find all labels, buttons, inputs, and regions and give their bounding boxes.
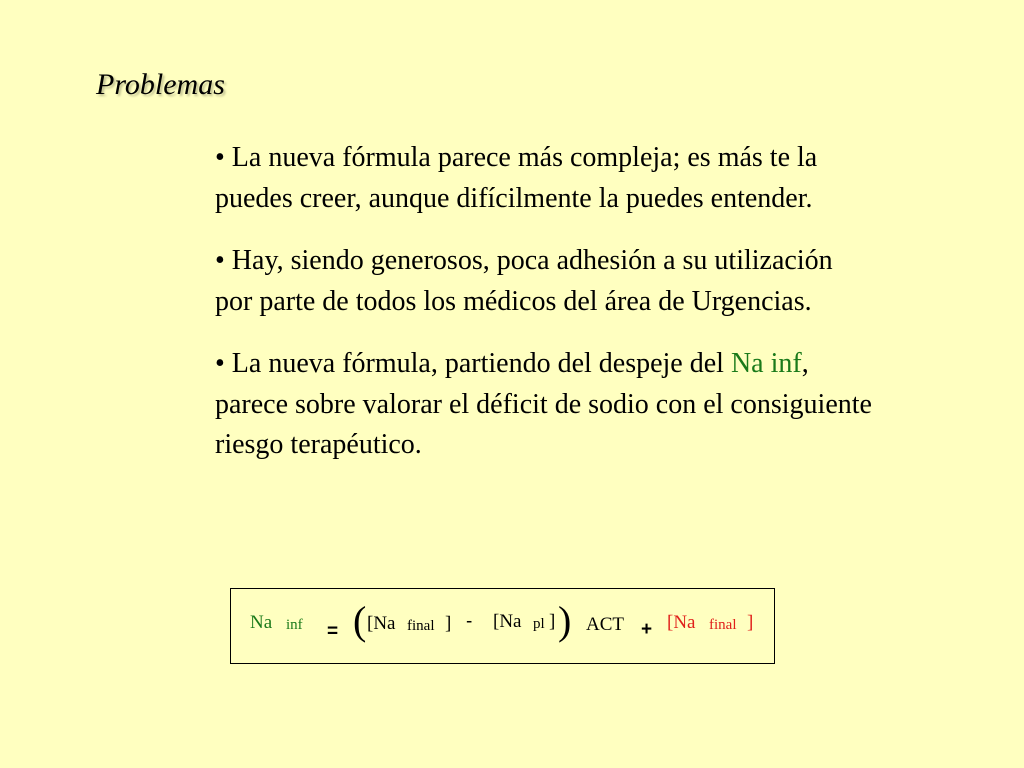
bullet-item-3 (215, 344, 875, 466)
formula-term3-open: [Na (667, 612, 696, 633)
formula-term3-sub: final (709, 617, 737, 633)
formula-term2-open: [Na (493, 611, 522, 632)
formula-term3-close: ] (747, 612, 754, 633)
slide-title: Problemas (96, 68, 225, 101)
formula-open-paren: ( (353, 598, 367, 643)
bullet-3-prefix: • La nueva fórmula, partiendo del despeje del (215, 348, 731, 379)
formula-plus: + (641, 619, 653, 640)
bullet-list (215, 138, 875, 488)
formula-box (230, 588, 775, 664)
bullet-item-2: • Hay, siendo generosos, poca adhesión a su utilización por parte de todos los médicos del área de Urgencias. (215, 245, 833, 317)
formula-equals: = (327, 621, 339, 642)
bullet-3-suffix: , parece sobre valorar el déficit de sodio con el consiguiente riesgo terapéutico. (215, 348, 872, 460)
formula-term1-open: [Na (367, 613, 396, 634)
formula-lhs-main: Na (250, 612, 273, 633)
formula-lhs-sub: inf (286, 617, 303, 633)
formula-minus: - (466, 611, 473, 632)
formula-close-paren: ) (558, 598, 572, 643)
formula-term2-sub: pl (533, 616, 545, 632)
formula-term1-sub: final (407, 618, 435, 634)
formula-term2-close: ] (549, 611, 556, 632)
na-inf-highlight: Na inf (730, 348, 802, 379)
bullet-item-1: • La nueva fórmula parece más compleja; es más te la puedes creer, aunque difícilmente la puedes entender. (215, 142, 818, 214)
formula-term1-close: ] (445, 613, 452, 634)
formula-act: ACT (586, 614, 624, 635)
